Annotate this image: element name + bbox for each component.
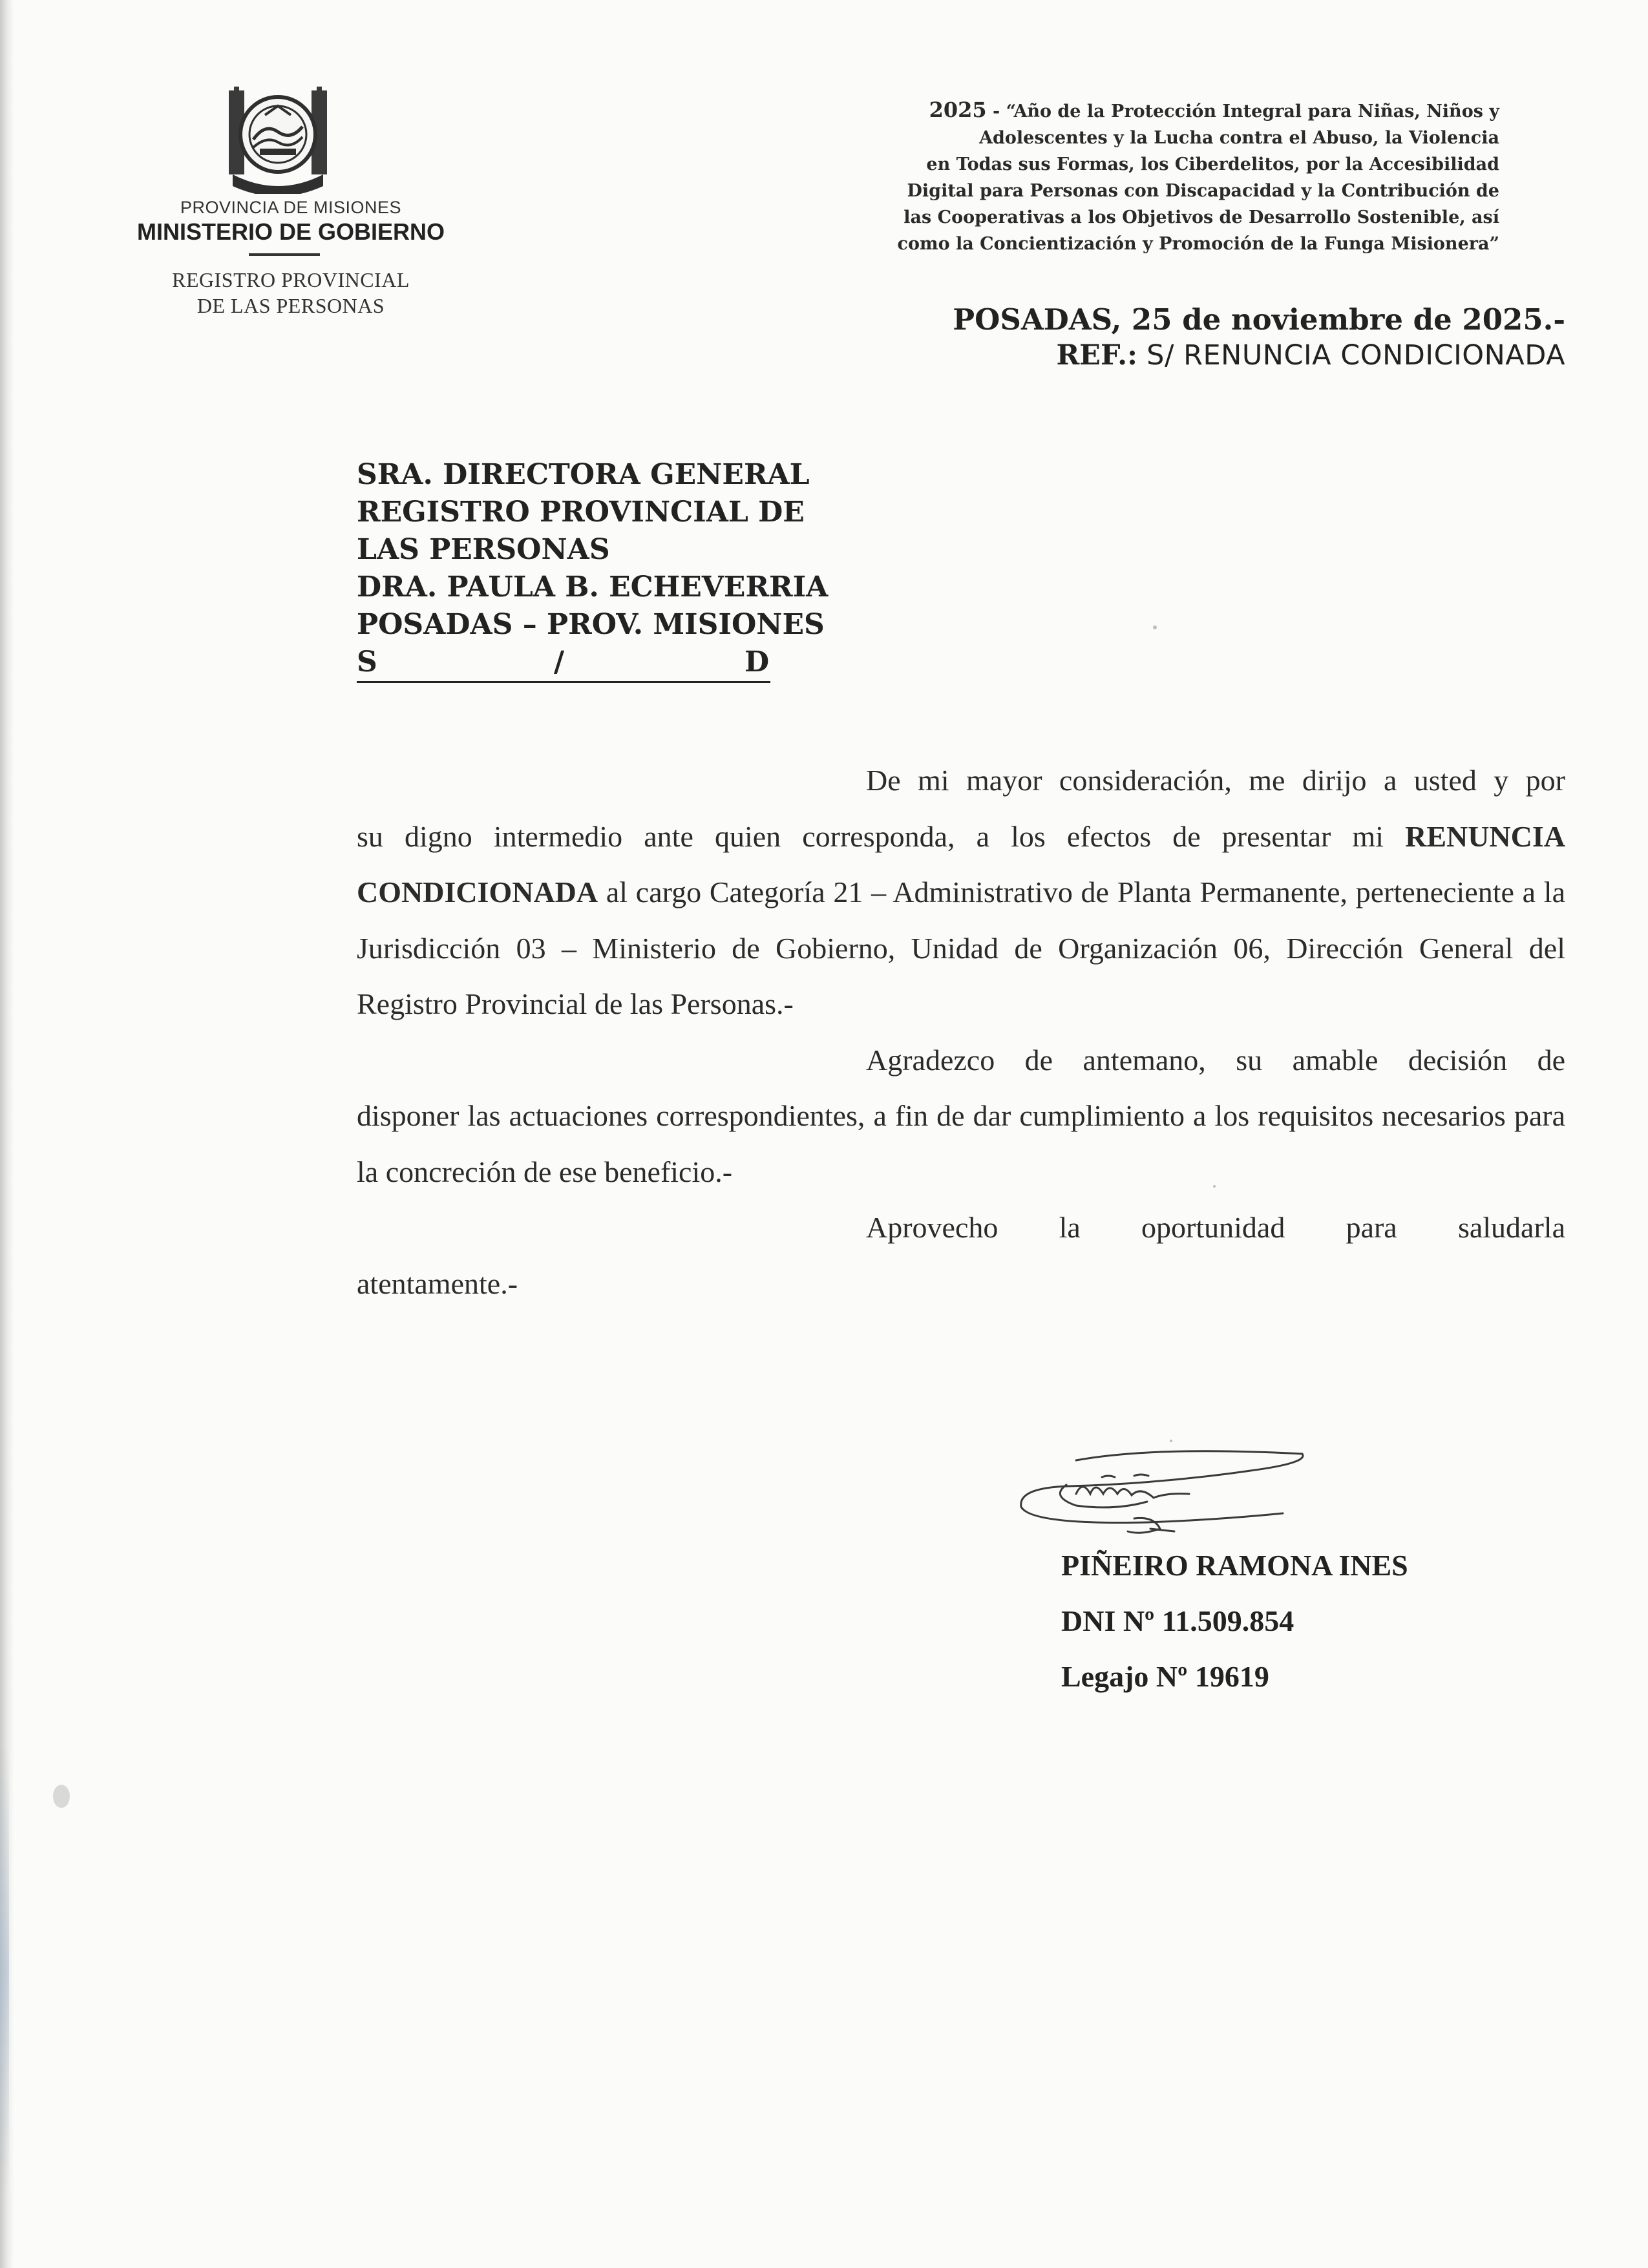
addressee-line: LAS PERSONAS bbox=[357, 533, 610, 566]
letterhead-province: PROVINCIA DE MISIONES bbox=[180, 198, 402, 217]
signatory-name: PIÑEIRO RAMONA INES bbox=[1061, 1549, 1408, 1582]
sd-letter: S bbox=[357, 646, 377, 678]
sd-slash: / bbox=[554, 646, 565, 678]
reference-line bbox=[1056, 339, 1565, 372]
addressee-line: POSADAS – PROV. MISIONES bbox=[357, 608, 825, 641]
paragraph-2: disponer las actuaciones correspondientes, a fin de dar cumplimiento a los requisitos necesarios para la concreción de ese beneficio.- bbox=[357, 1099, 1565, 1188]
motto-line: Adolescentes y la Lucha contra el Abuso, la Violencia bbox=[979, 128, 1499, 148]
handwritten-signature bbox=[1005, 1434, 1315, 1538]
paragraph-3-opening: Aprovecho la oportunidad para saludarla bbox=[866, 1211, 1565, 1244]
paragraph-2-opening: Agradezco de antemano, su amable decisión de bbox=[866, 1043, 1565, 1076]
scan-speck bbox=[1153, 625, 1157, 629]
addressee-line: DRA. PAULA B. ECHEVERRIA bbox=[357, 571, 829, 604]
scan-edge-tint bbox=[0, 1745, 9, 2197]
motto-line: las Cooperativas a los Objetivos de Desarrollo Sostenible, así bbox=[903, 207, 1499, 227]
official-year-motto bbox=[743, 97, 1499, 257]
motto-line: como la Concientización y Promoción de la Funga Misionera” bbox=[897, 234, 1499, 254]
reference-label: REF.: bbox=[1056, 339, 1137, 372]
sd-letter: D bbox=[745, 646, 770, 678]
paragraph-1 bbox=[357, 809, 1565, 1033]
motto-line: en Todas sus Formas, los Ciberdelitos, por la Accesibilidad bbox=[926, 154, 1499, 174]
motto-line: Digital para Personas con Discapacidad y la Contribución de bbox=[907, 181, 1499, 201]
letterhead-ministry: MINISTERIO DE GOBIERNO bbox=[136, 218, 445, 245]
province-seal-icon bbox=[220, 78, 336, 194]
addressee-block bbox=[357, 456, 828, 683]
addressee-line: SRA. DIRECTORA GENERAL bbox=[357, 458, 810, 491]
letterhead-registry-line2: DE LAS PERSONAS bbox=[196, 294, 385, 317]
paragraph-3: atentamente.- bbox=[357, 1266, 518, 1300]
signatory-dni: DNI Nº 11.509.854 bbox=[1061, 1604, 1294, 1637]
letterhead-divider bbox=[249, 253, 320, 256]
signatory-block bbox=[1061, 1538, 1408, 1705]
place-date: POSADAS, 25 de noviembre de 2025.- bbox=[953, 302, 1565, 337]
resignation-term: RENUNCIA CONDICIONADA bbox=[357, 819, 1565, 908]
motto-line: - “Año de la Protección Integral para Niñas, Niños y bbox=[986, 101, 1499, 121]
signatory-legajo: Legajo Nº 19619 bbox=[1061, 1660, 1269, 1693]
letterhead-registry-line1: REGISTRO PROVINCIAL bbox=[172, 268, 410, 291]
reference-text: S/ RENUNCIA CONDICIONADA bbox=[1137, 339, 1565, 372]
scan-spot bbox=[53, 1785, 70, 1808]
motto-year: 2025 bbox=[929, 98, 987, 122]
paragraph-1-text: su digno intermedio ante quien corresponda, a los efectos de presentar mi bbox=[357, 819, 1406, 853]
addressee-line: REGISTRO PROVINCIAL DE bbox=[357, 496, 805, 529]
paragraph-1-opening: De mi mayor consideración, me dirijo a usted y por bbox=[866, 764, 1565, 797]
letter-body bbox=[357, 753, 1565, 1312]
su-despacho-line bbox=[357, 644, 770, 683]
paragraph-1-text: al cargo Categoría 21 – Administrativo de Planta Permanente, perteneciente a la Jurisdicción 03 – Ministerio de Gobierno, Unidad de Organización 06, Dirección General del Registro Provincial de las Personas.- bbox=[357, 876, 1565, 1020]
